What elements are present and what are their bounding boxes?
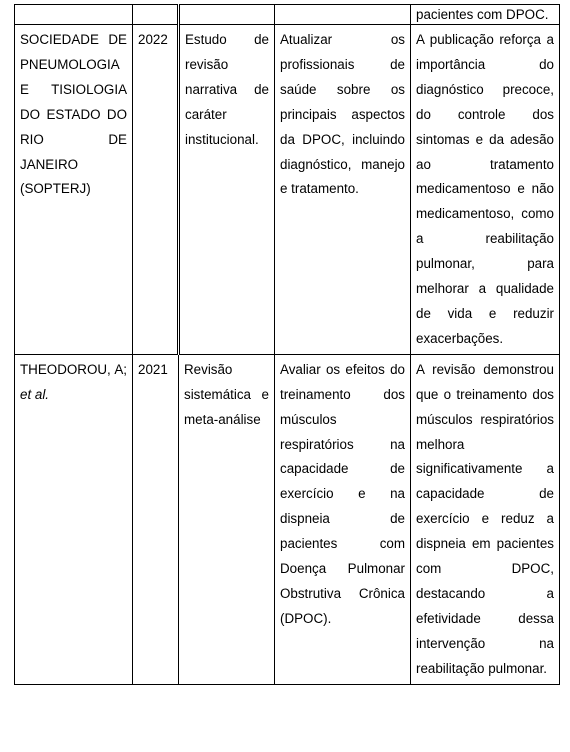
cell-author	[15, 354, 133, 684]
cell-author	[15, 5, 133, 25]
table-row	[15, 354, 560, 684]
cell-year	[133, 5, 179, 25]
author-name: THEODOROU, A;	[20, 361, 127, 377]
table-row-continued	[15, 5, 560, 25]
cell-results: A revisão demonstrou que o treinamento dos músculos respiratórios melhora significativamente a capacidade de exercício e reduz a dispneia em pacientes com DPOC, destacando a efetividade dessa intervenção na reabilitação pulmonar.	[411, 354, 560, 684]
cell-results: A publicação reforça a importância do diagnóstico precoce, do controle dos sintomas e da adesão ao tratamento medicamentoso e não medicamentoso, como a reabilitação pulmonar, para melhorar a qualidade de vida e reduzir exacerbações.	[411, 25, 560, 355]
table-row	[15, 25, 560, 355]
literature-table	[14, 4, 560, 685]
cell-year: 2021	[133, 354, 179, 684]
cell-study-type	[179, 5, 275, 25]
cell-objective: Atualizar os profissionais de saúde sobre os principais aspectos da DPOC, incluindo diagnóstico, manejo e tratamento.	[275, 25, 411, 355]
cell-objective: Avaliar os efeitos do treinamento dos músculos respiratórios na capacidade de exercício e na dispneia de pacientes com Doença Pulmonar Obstrutiva Crônica (DPOC).	[275, 354, 411, 684]
cell-year: 2022	[133, 25, 179, 355]
cell-author: SOCIEDADE DE PNEUMOLOGIA E TISIOLOGIA DO ESTADO DO RIO DE JANEIRO (SOPTERJ)	[15, 25, 133, 355]
cell-results: pacientes com DPOC.	[411, 5, 560, 25]
cell-study-type: Revisão sistemática e meta-análise	[179, 354, 275, 684]
author-etal: et al.	[20, 386, 50, 402]
cell-study-type: Estudo de revisão narrativa de caráter institucional.	[179, 25, 275, 355]
cell-objective	[275, 5, 411, 25]
